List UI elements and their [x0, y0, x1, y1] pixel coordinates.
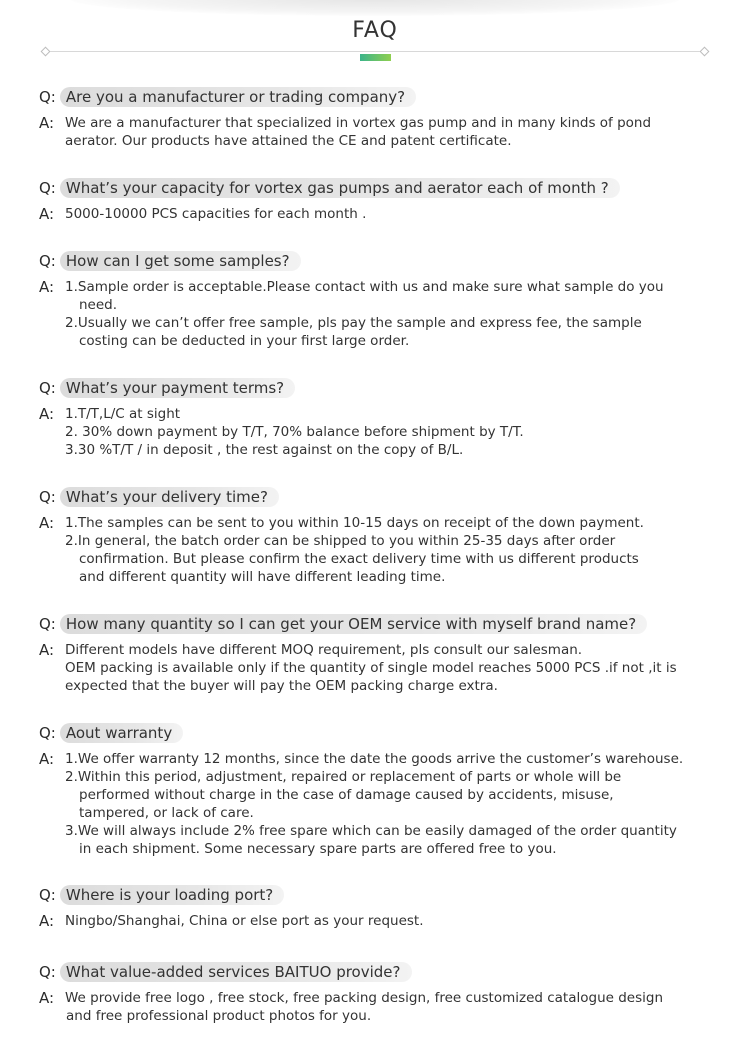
answer-prefix: A:: [39, 205, 55, 223]
answer-text: [65, 514, 644, 586]
question-row: [39, 884, 719, 906]
answer-line: 2.Usually we can’t offer free sample, pls pay the sample and express fee, the sample: [65, 315, 642, 331]
answer-line: 1.T/T,L/C at sight: [65, 406, 181, 422]
answer-prefix: A:: [39, 514, 55, 532]
question-row: [39, 722, 719, 744]
question-text: What’s your capacity for vortex gas pumps and aerator each of month ?: [60, 178, 620, 198]
answer-row: [39, 278, 719, 350]
answer-prefix: A:: [39, 405, 55, 423]
answer-line: in each shipment. Some necessary spare parts are offered free to you.: [79, 841, 557, 857]
question-prefix: Q:: [39, 88, 56, 106]
answer-row: [39, 405, 719, 459]
answer-line: 2.In general, the batch order can be shipped to you within 25-35 days after order: [65, 533, 616, 549]
question-text: Where is your loading port?: [60, 885, 284, 905]
question-text: How many quantity so I can get your OEM service with myself brand name?: [60, 614, 647, 634]
answer-line: 2.Within this period, adjustment, repaired or replacement of parts or whole will be: [65, 769, 622, 785]
answer-row: [39, 205, 719, 223]
answer-line: 3.We will always include 2% free spare which can be easily damaged of the order quantity: [65, 823, 677, 839]
answer-text: [65, 989, 663, 1025]
answer-prefix: A:: [39, 750, 55, 768]
question-row: [39, 961, 719, 983]
answer-text: [65, 405, 524, 459]
answer-line: 2. 30% down payment by T/T, 70% balance before shipment by T/T.: [65, 424, 524, 440]
answer-line: and different quantity will have different leading time.: [79, 569, 446, 585]
question-prefix: Q:: [39, 724, 56, 742]
question-text: How can I get some samples?: [60, 251, 301, 271]
answer-prefix: A:: [39, 114, 55, 132]
faq-item: [39, 613, 719, 695]
question-row: [39, 177, 719, 199]
answer-prefix: A:: [39, 912, 55, 930]
faq-item: [39, 884, 719, 930]
answer-line: Different models have different MOQ requirement, pls consult our salesman.: [65, 642, 583, 658]
answer-line: 3.30 %T/T / in deposit , the rest against on the copy of B/L.: [65, 442, 464, 458]
answer-text: [65, 641, 677, 695]
answer-row: [39, 641, 719, 695]
answer-line: 1.Sample order is acceptable.Please contact with us and make sure what sample do you: [65, 279, 664, 295]
faq-item: [39, 377, 719, 459]
answer-row: [39, 912, 719, 930]
question-row: [39, 486, 719, 508]
faq-item: [39, 86, 719, 150]
answer-line: expected that the buyer will pay the OEM packing charge extra.: [65, 678, 498, 694]
question-prefix: Q:: [39, 252, 56, 270]
answer-row: [39, 750, 719, 858]
question-row: [39, 377, 719, 399]
answer-line: OEM packing is available only if the quantity of single model reaches 5000 PCS .if not ,it is: [65, 660, 677, 676]
question-text: Aout warranty: [60, 723, 183, 743]
answer-text: [65, 205, 366, 223]
question-text: What’s your payment terms?: [60, 378, 295, 398]
question-row: [39, 613, 719, 635]
answer-line: 1.The samples can be sent to you within 10-15 days on receipt of the down payment.: [65, 515, 644, 531]
answer-text: [65, 912, 424, 930]
answer-line: confirmation. But please confirm the exact delivery time with us different products: [79, 551, 639, 567]
answer-line: and free professional product photos for you.: [66, 1008, 372, 1024]
faq-item: [39, 722, 719, 858]
faq-item: [39, 486, 719, 586]
page-title: FAQ: [352, 18, 398, 43]
question-prefix: Q:: [39, 615, 56, 633]
answer-row: [39, 989, 719, 1025]
question-text: What value-added services BAITUO provide?: [60, 962, 412, 982]
question-prefix: Q:: [39, 963, 56, 981]
answer-text: [65, 750, 683, 858]
answer-prefix: A:: [39, 278, 55, 296]
question-prefix: Q:: [39, 886, 56, 904]
answer-line: We provide free logo , free stock, free packing design, free customized catalogue design: [65, 990, 664, 1006]
answer-text: [65, 114, 651, 150]
answer-prefix: A:: [39, 641, 55, 659]
question-text: What’s your delivery time?: [60, 487, 279, 507]
answer-text: [65, 278, 664, 350]
question-row: [39, 86, 719, 108]
answer-line: need.: [79, 297, 118, 313]
question-text: Are you a manufacturer or trading company?: [60, 87, 416, 107]
answer-line: costing can be deducted in your first large order.: [79, 333, 410, 349]
answer-line: We are a manufacturer that specialized in vortex gas pump and in many kinds of pond: [65, 115, 652, 131]
answer-line: Ningbo/Shanghai, China or else port as your request.: [65, 913, 424, 929]
faq-item: [39, 961, 719, 1025]
faq-item: [39, 177, 719, 223]
answer-prefix: A:: [39, 989, 55, 1007]
faq-item: [39, 250, 719, 350]
answer-row: [39, 114, 719, 150]
answer-line: performed without charge in the case of damage caused by accidents, misuse,: [79, 787, 614, 803]
answer-row: [39, 514, 719, 586]
answer-line: tampered, or lack of care.: [79, 805, 254, 821]
question-prefix: Q:: [39, 179, 56, 197]
question-row: [39, 250, 719, 272]
answer-line: aerator. Our products have attained the CE and patent certificate.: [65, 133, 512, 149]
question-prefix: Q:: [39, 379, 56, 397]
question-prefix: Q:: [39, 488, 56, 506]
answer-line: 1.We offer warranty 12 months, since the date the goods arrive the customer’s warehouse.: [65, 751, 684, 767]
answer-line: 5000-10000 PCS capacities for each month .: [65, 206, 367, 222]
